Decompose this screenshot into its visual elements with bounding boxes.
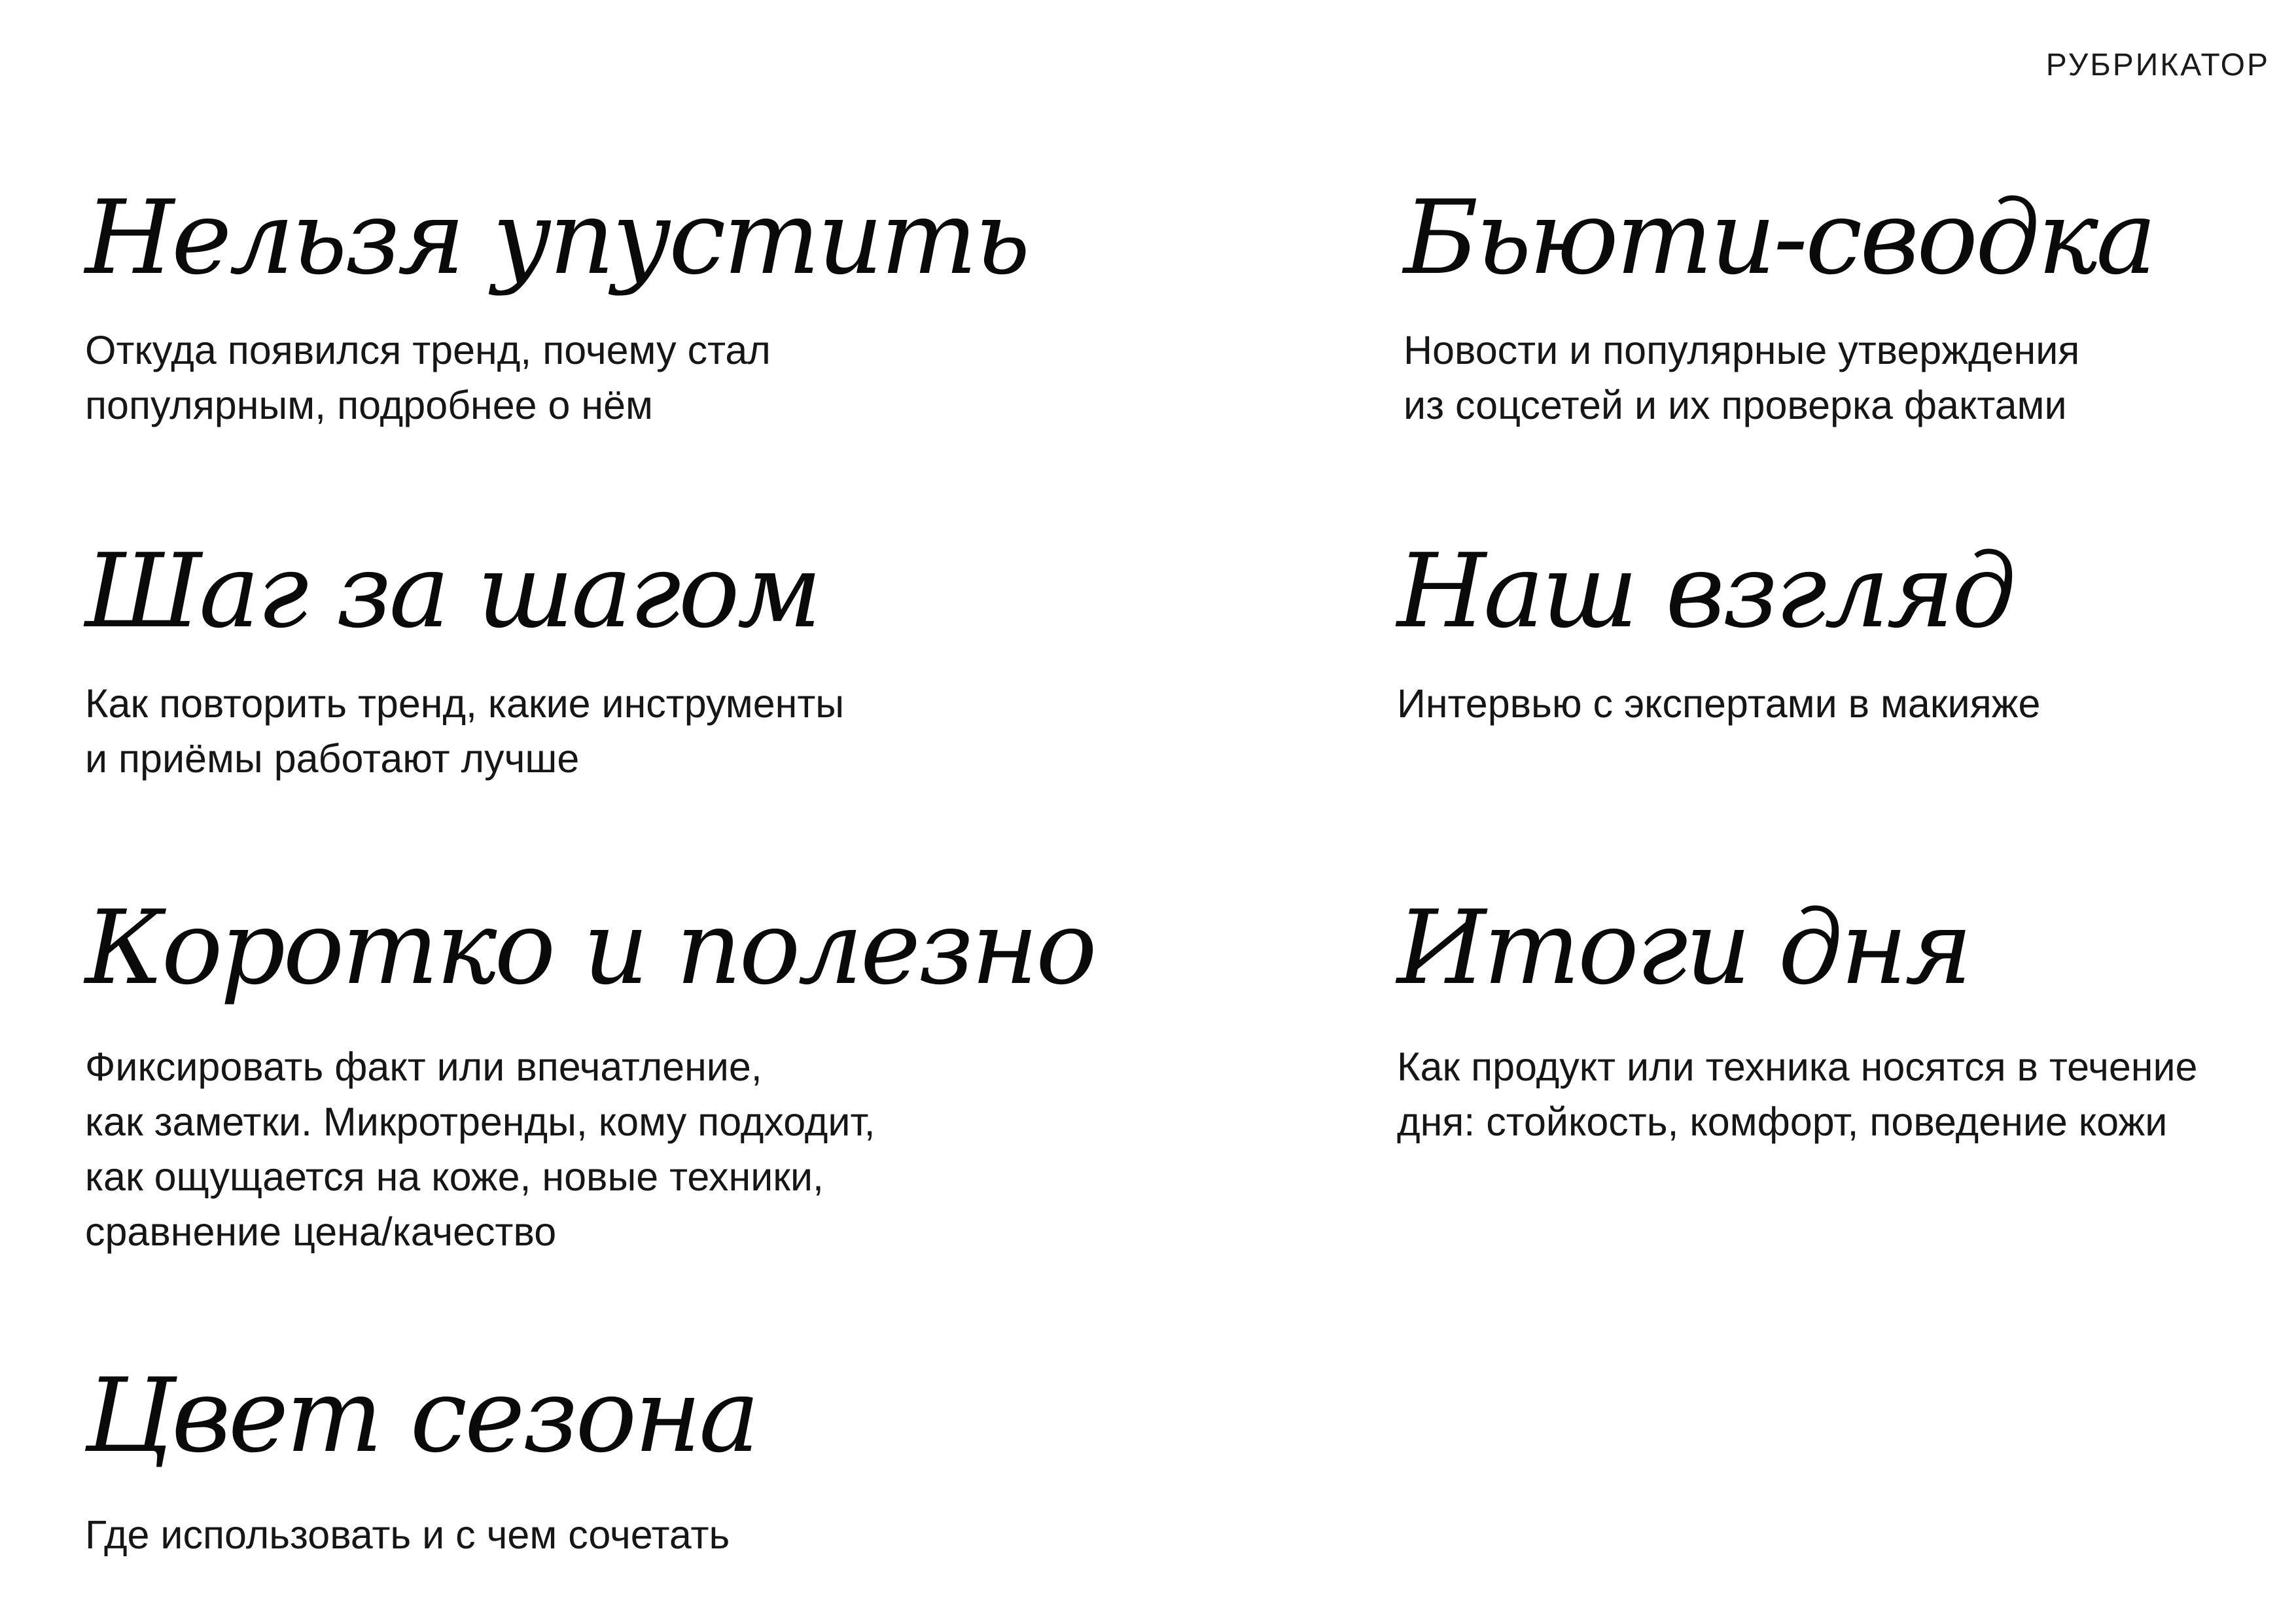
section-title: Цвет сезона (85, 1356, 758, 1475)
section-description: Как повторить тренд, какие инструменты и приёмы работают лучше (85, 681, 845, 781)
section-byuti-svodka (1404, 178, 2296, 433)
page-heading-label: РУБРИКАТОР (2045, 48, 2270, 82)
section-title: Бьюти-сводка (1404, 178, 2155, 297)
section-korotko-i-polezno (85, 888, 1095, 1259)
section-description: Как продукт или техника носятся в течение дня: стойкость, комфорт, поведение кожи (1397, 1044, 2198, 1144)
section-title: Итоги дня (1397, 888, 1970, 1007)
section-description: Фиксировать факт или впечатление, как заметки. Микротренды, кому подходит, как ощущается на коже, новые техники, сравнение цена/качество (85, 1044, 875, 1254)
section-title: Шаг за шагом (85, 531, 819, 651)
section-description: Откуда появился тренд, почему стал популярным, подробнее о нём (85, 328, 771, 427)
section-title: Коротко и полезно (85, 888, 1095, 1007)
section-title: Наш взгляд (1397, 531, 2014, 651)
section-nash-vzglyad (1397, 531, 2296, 731)
section-description: Где использовать и с чем сочетать (85, 1512, 730, 1557)
section-itogi-dnya (1397, 888, 2296, 1149)
section-tsvet-sezona (85, 1356, 1053, 1562)
section-title: Нельзя упустить (85, 178, 1028, 297)
section-nelzya-upustit (85, 178, 1053, 433)
section-description: Новости и популярные утверждения из соцсетей и их проверка фактами (1404, 328, 2080, 427)
section-shag-za-shagom (85, 531, 1053, 786)
section-description: Интервью с экспертами в макияже (1397, 681, 2041, 726)
